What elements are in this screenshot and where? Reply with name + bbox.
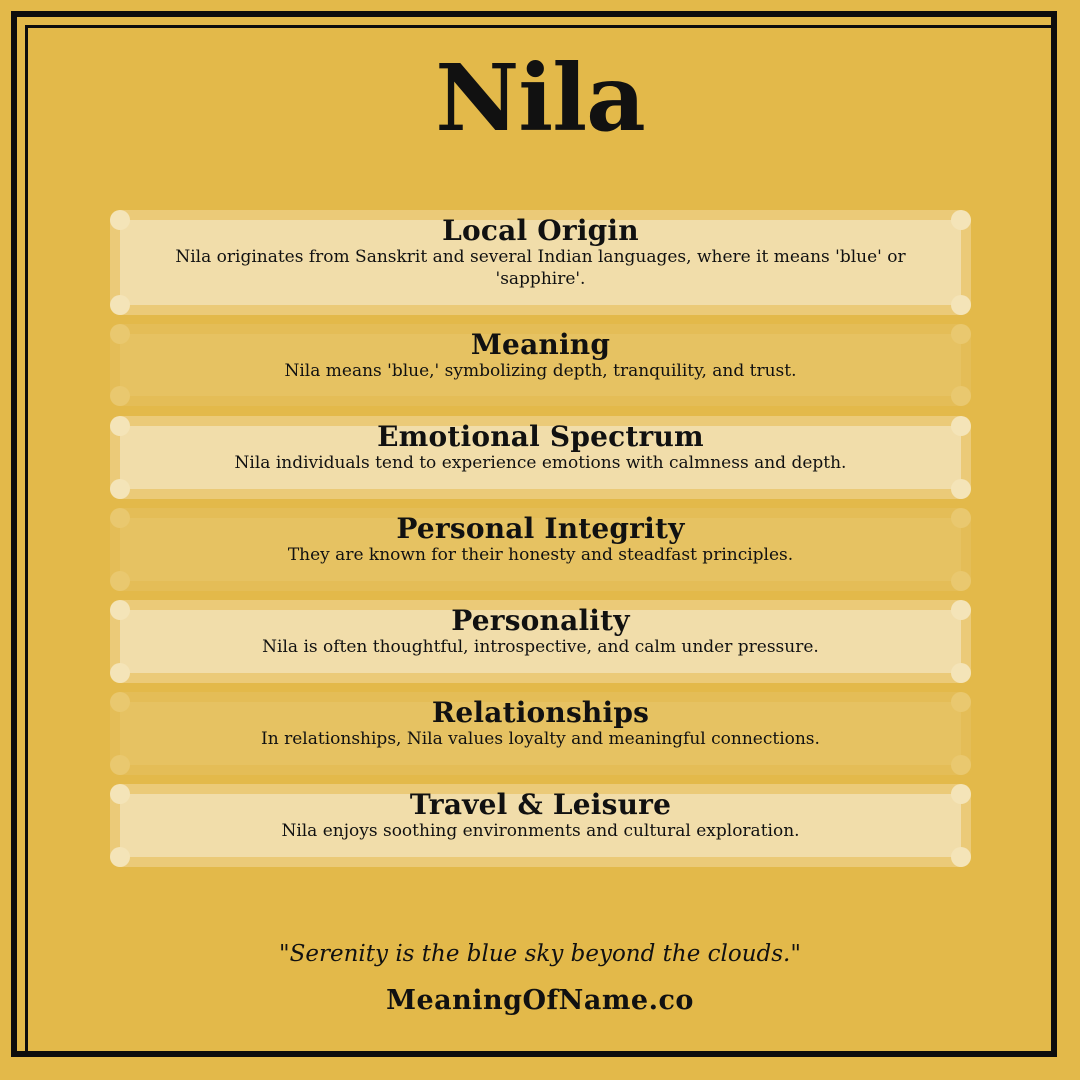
corner-dot xyxy=(951,416,971,436)
card-text: They are known for their honesty and steadfast principles. xyxy=(287,545,794,565)
corner-dot xyxy=(110,784,130,804)
card-emotional-spectrum xyxy=(110,416,971,499)
card-title: Relationships xyxy=(431,696,650,729)
card-title: Travel & Leisure xyxy=(409,788,672,821)
corner-dot xyxy=(951,386,971,406)
corner-dot xyxy=(951,600,971,620)
quote: "Serenity is the blue sky beyond the clouds." xyxy=(279,941,801,967)
corner-dot xyxy=(110,295,130,315)
card-title: Personal Integrity xyxy=(396,512,685,545)
card-meaning xyxy=(110,324,971,406)
corner-dot xyxy=(110,755,130,775)
card-title: Meaning xyxy=(470,328,611,361)
corner-dot xyxy=(951,784,971,804)
card-text: Nila originates from Sanskrit and several Indian languages, where it means 'blue' or 'sapphire'. xyxy=(175,247,906,289)
card-title: Personality xyxy=(451,604,630,637)
card-relationships xyxy=(110,692,971,775)
card-text: Nila means 'blue,' symbolizing depth, tranquility, and trust. xyxy=(284,361,797,381)
corner-dot xyxy=(110,386,130,406)
corner-dot xyxy=(951,295,971,315)
corner-dot xyxy=(110,692,130,712)
corner-dot xyxy=(951,324,971,344)
corner-dot xyxy=(110,479,130,499)
corner-dot xyxy=(951,847,971,867)
corner-dot xyxy=(951,692,971,712)
card-travel-leisure xyxy=(110,784,971,867)
card-text: Nila individuals tend to experience emotions with calmness and depth. xyxy=(234,453,847,473)
corner-dot xyxy=(951,755,971,775)
card-local-origin xyxy=(110,210,971,315)
corner-dot xyxy=(110,571,130,591)
corner-dot xyxy=(951,210,971,230)
page-title: Nila xyxy=(435,44,645,152)
corner-dot xyxy=(110,663,130,683)
corner-dot xyxy=(951,479,971,499)
card-title: Local Origin xyxy=(442,214,639,247)
brand-name: MeaningOfName.co xyxy=(386,985,694,1016)
corner-dot xyxy=(951,571,971,591)
card-personality xyxy=(110,600,971,683)
card-title: Emotional Spectrum xyxy=(377,420,704,453)
corner-dot xyxy=(110,508,130,528)
corner-dot xyxy=(951,663,971,683)
corner-dot xyxy=(110,210,130,230)
corner-dot xyxy=(110,416,130,436)
corner-dot xyxy=(110,324,130,344)
corner-dot xyxy=(110,847,130,867)
corner-dot xyxy=(951,508,971,528)
card-personal-integrity xyxy=(110,508,971,591)
card-text: Nila enjoys soothing environments and cultural exploration. xyxy=(281,821,800,841)
corner-dot xyxy=(110,600,130,620)
card-text: Nila is often thoughtful, introspective, and calm under pressure. xyxy=(262,637,819,657)
card-text: In relationships, Nila values loyalty and meaningful connections. xyxy=(261,729,820,749)
